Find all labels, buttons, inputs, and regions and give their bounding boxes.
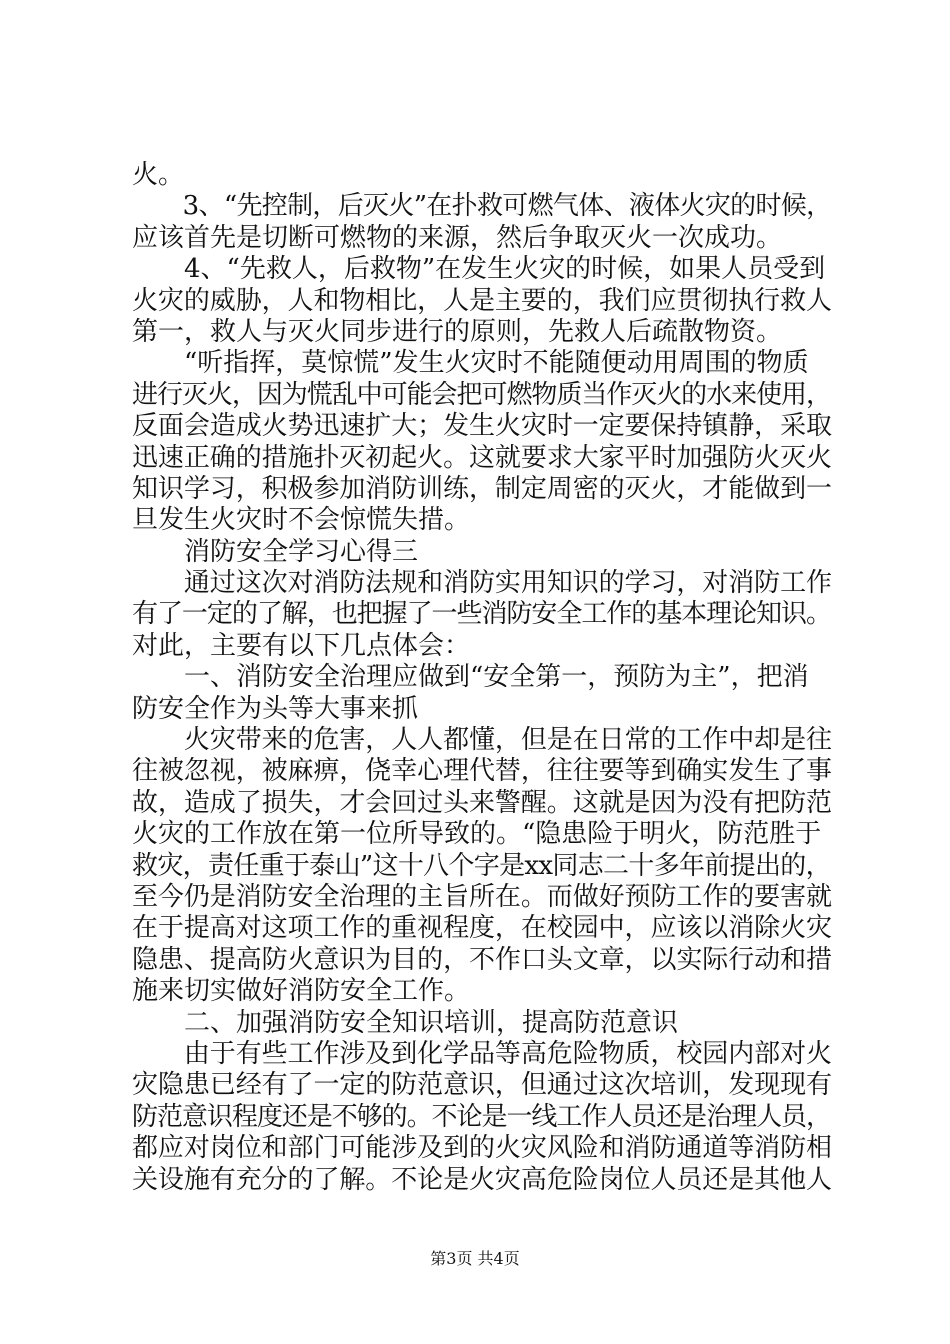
text-line: 对此，主要有以下几点体会： (132, 630, 471, 661)
text-line: 往被忽视，被麻痹，侥幸心理代替，往往要等到确实发生了事 (132, 756, 832, 787)
text-line: 灾隐患已经有了一定的防范意识，但通过这次培训，发现现有 (132, 1070, 832, 1101)
text-line: 进行灭火，因为慌乱中可能会把可燃物质当作灭火的水来使用， (132, 379, 831, 410)
text-line: 由于有些工作涉及到化学品等高危险物质，校园内部对火 (132, 1038, 832, 1069)
text-line: 迅速正确的措施扑灭初起火。这就要求大家平时加强防火灭火 (132, 442, 832, 473)
text-line: 二、加强消防安全知识培训，提高防范意识 (132, 1007, 679, 1038)
text-line: 防范意识程度还是不够的。不论是一线工作人员还是治理人员， (132, 1101, 831, 1132)
text-line: 火灾的威胁，人和物相比，人是主要的，我们应贯彻执行救人 (132, 285, 832, 316)
document-body (132, 160, 832, 1196)
text-line: 在于提高对这项工作的重视程度，在校园中，应该以消除火灾 (132, 913, 832, 944)
text-line: 4、“先救人，后救物”在发生火灾的时候，如果人员受到 (132, 254, 826, 285)
text-line: 救灾，责任重于泰山”这十八个字是xx同志二十多年前提出的， (132, 850, 831, 881)
text-line: 应该首先是切断可燃物的来源，然后争取灭火一次成功。 (132, 222, 783, 253)
text-line: 第一，救人与灭火同步进行的原则，先救人后疏散物资。 (132, 316, 783, 347)
text-line: 知识学习，积极参加消防训练，制定周密的灭火，才能做到一 (132, 473, 832, 504)
text-line: 施来切实做好消防安全工作。 (132, 976, 471, 1007)
text-line: 关设施有充分的了解。不论是火灾高危险岗位人员还是其他人 (132, 1164, 832, 1195)
text-line: 至今仍是消防安全治理的主旨所在。而做好预防工作的要害就 (132, 881, 832, 912)
text-line: 防安全作为头等大事来抓 (132, 693, 419, 724)
text-line: 反面会造成火势迅速扩大；发生火灾时一定要保持镇静，采取 (132, 411, 832, 442)
text-line: 有了一定的了解，也把握了一些消防安全工作的基本理论知识。 (132, 599, 831, 630)
text-line: 消防安全学习心得三 (132, 536, 419, 567)
text-line: 旦发生火灾时不会惊慌失措。 (132, 505, 471, 536)
text-line: 火灾带来的危害，人人都懂，但是在日常的工作中却是往 (132, 725, 832, 756)
text-line: 火灾的工作放在第一位所导致的。“隐患险于明火，防范胜于 (132, 819, 822, 850)
text-line: 隐患、提高防火意识为目的，不作口头文章，以实际行动和措 (132, 944, 832, 975)
text-line: 火。 (132, 160, 185, 190)
text-line: 都应对岗位和部门可能涉及到的火灾风险和消防通道等消防相 (132, 1133, 832, 1164)
text-line: “听指挥，莫惊慌”发生火灾时不能随便动用周围的物质 (132, 348, 809, 379)
text-line: 3、“先控制，后灭火”在扑救可燃气体、液体火灾的时候， (132, 191, 832, 222)
text-line: 通过这次对消防法规和消防实用知识的学习，对消防工作 (132, 568, 832, 599)
page-footer: 第3页 共4页 (430, 1249, 520, 1268)
text-line: 一、消防安全治理应做到“安全第一，预防为主”，把消 (132, 662, 809, 693)
text-line: 故，造成了损失，才会回过头来警醒。这就是因为没有把防范 (132, 787, 832, 818)
